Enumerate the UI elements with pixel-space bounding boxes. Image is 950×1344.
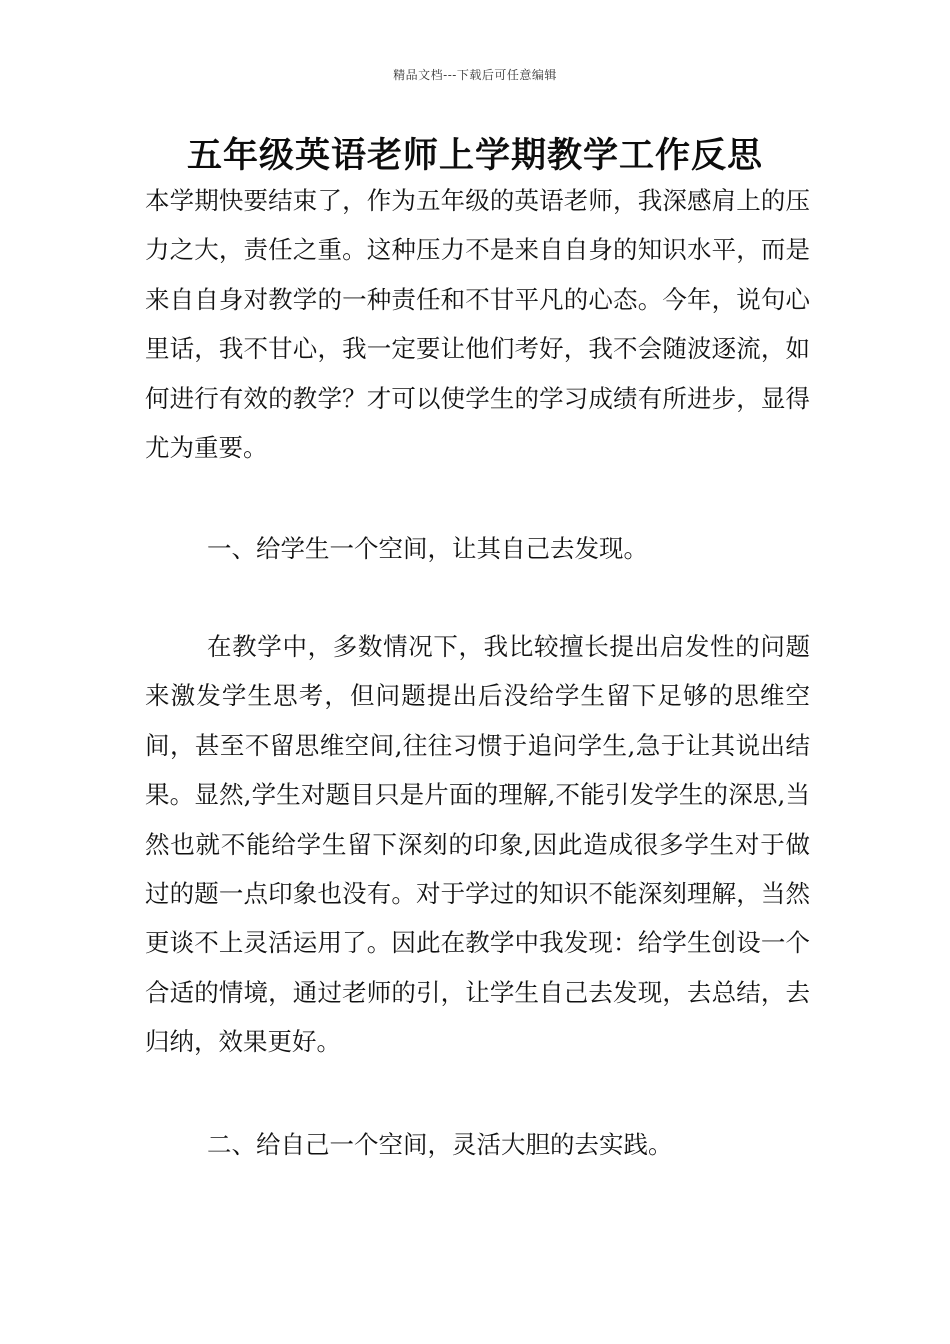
section-1-paragraph: 在教学中，多数情况下，我比较擅长提出启发性的问题来激发学生思考，但问题提出后没给学生留下足够的思维空间，甚至不留思维空间,往往习惯于追问学生,急于让其说出结果。显然,学生对题目只是片面的理解,不能引发学生的深思,当然也就不能给学生留下深刻的印象,因此造成很多学生对于做过的题一点印象也没有。对于学过的知识不能深刻理解，当然更谈不上灵活运用了。因此在教学中我发现：给学生创设一个合适的情境，通过老师的引，让学生自己去发现，去总结，去归纳，效果更好。 <box>145 632 810 1057</box>
section-heading-1: 一、给学生一个空间，让其自己去发现。 <box>207 534 648 563</box>
document-title: 五年级英语老师上学期教学工作反思 <box>186 135 763 176</box>
section-heading-2: 二、给自己一个空间，灵活大胆的去实践。 <box>207 1130 673 1159</box>
header-note: 精品文档---下载后可任意编辑 <box>393 68 557 82</box>
intro-paragraph: 本学期快要结束了，作为五年级的英语老师，我深感肩上的压力之大，责任之重。这种压力不是来自自身的知识水平，而是来自自身对教学的一种责任和不甘平凡的心态。今年，说句心里话，我不甘心，我一定要让他们考好，我不会随波逐流，如何进行有效的教学？才可以使学生的学习成绩有所进步，显得尤为重要。 <box>145 186 810 463</box>
